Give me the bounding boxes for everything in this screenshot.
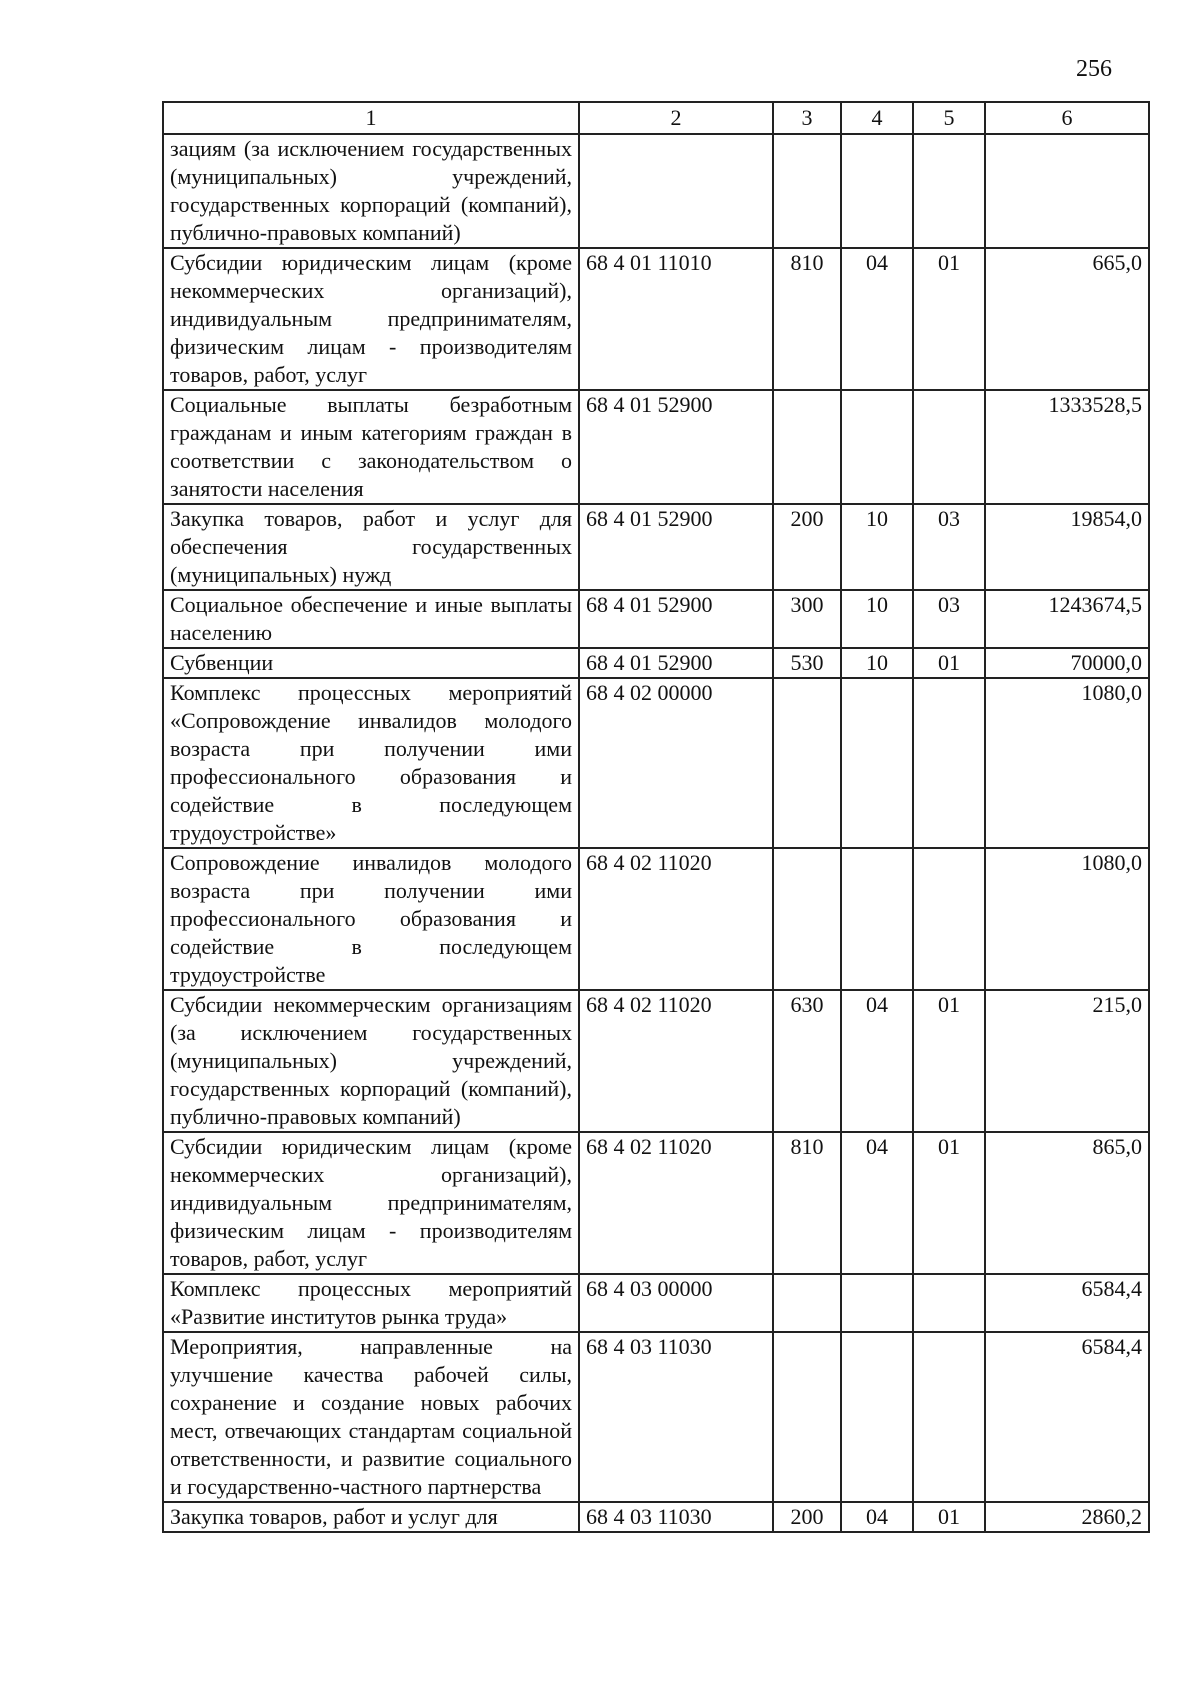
row-pr: 01: [913, 648, 985, 678]
row-pr: [913, 134, 985, 248]
row-code: 68 4 01 52900: [579, 648, 773, 678]
table-row: [163, 678, 1149, 848]
row-code: 68 4 01 52900: [579, 504, 773, 590]
row-name: Субсидии юридическим лицам (кроме некоммерческих организаций), индивидуальным предпринимателям, физическим лицам - производителям товаров, работ, услуг: [163, 1132, 579, 1274]
row-name: Субвенции: [163, 648, 579, 678]
row-rz: 10: [841, 648, 913, 678]
row-pr: [913, 390, 985, 504]
row-rz: [841, 134, 913, 248]
row-sum: 865,0: [985, 1132, 1149, 1274]
row-vr: 200: [773, 504, 841, 590]
row-vr: [773, 848, 841, 990]
row-name: Социальные выплаты безработным гражданам и иным категориям граждан в соответствии с законодательством о занятости населения: [163, 390, 579, 504]
header-col-6: 6: [985, 102, 1149, 134]
header-col-1: 1: [163, 102, 579, 134]
row-sum: 1080,0: [985, 678, 1149, 848]
table-row: [163, 248, 1149, 390]
header-col-4: 4: [841, 102, 913, 134]
row-vr: [773, 678, 841, 848]
row-vr: [773, 134, 841, 248]
header-col-3: 3: [773, 102, 841, 134]
row-vr: [773, 390, 841, 504]
row-vr: [773, 1332, 841, 1502]
table-row: [163, 1132, 1149, 1274]
row-name: Субсидии юридическим лицам (кроме некоммерческих организаций), индивидуальным предпринимателям, физическим лицам - производителям товаров, работ, услуг: [163, 248, 579, 390]
row-sum: 6584,4: [985, 1332, 1149, 1502]
row-vr: 630: [773, 990, 841, 1132]
row-sum: 1333528,5: [985, 390, 1149, 504]
row-pr: 03: [913, 504, 985, 590]
header-col-5: 5: [913, 102, 985, 134]
row-rz: 04: [841, 990, 913, 1132]
row-name: Комплекс процессных мероприятий «Сопровождение инвалидов молодого возраста при получении ими профессионального образования и содействие в последующем трудоустройстве»: [163, 678, 579, 848]
row-name: Комплекс процессных мероприятий «Развитие институтов рынка труда»: [163, 1274, 579, 1332]
row-sum: 70000,0: [985, 648, 1149, 678]
table-header-row: [163, 102, 1149, 134]
row-rz: [841, 1332, 913, 1502]
row-sum: 2860,2: [985, 1502, 1149, 1532]
row-vr: [773, 1274, 841, 1332]
header-col-2: 2: [579, 102, 773, 134]
row-sum: [985, 134, 1149, 248]
row-code: 68 4 02 00000: [579, 678, 773, 848]
row-rz: [841, 848, 913, 990]
table-row: [163, 1332, 1149, 1502]
row-rz: 10: [841, 504, 913, 590]
row-pr: 01: [913, 990, 985, 1132]
table-row: [163, 1274, 1149, 1332]
row-code: 68 4 02 11020: [579, 990, 773, 1132]
row-vr: 810: [773, 1132, 841, 1274]
row-vr: 530: [773, 648, 841, 678]
row-pr: 01: [913, 1502, 985, 1532]
row-rz: 04: [841, 248, 913, 390]
row-rz: 04: [841, 1502, 913, 1532]
row-pr: 03: [913, 590, 985, 648]
table-row: [163, 134, 1149, 248]
row-code: 68 4 02 11020: [579, 1132, 773, 1274]
row-code: [579, 134, 773, 248]
row-code: 68 4 01 52900: [579, 590, 773, 648]
budget-table: [162, 101, 1150, 1533]
row-name: зациям (за исключением государственных (муниципальных) учреждений, государственных корпораций (компаний), публично-правовых компаний): [163, 134, 579, 248]
page-number: 256: [1076, 56, 1112, 82]
row-sum: 1080,0: [985, 848, 1149, 990]
row-rz: 10: [841, 590, 913, 648]
table-row: [163, 990, 1149, 1132]
row-vr: 300: [773, 590, 841, 648]
row-pr: [913, 678, 985, 848]
row-sum: 1243674,5: [985, 590, 1149, 648]
row-pr: 01: [913, 248, 985, 390]
row-pr: [913, 1332, 985, 1502]
row-sum: 19854,0: [985, 504, 1149, 590]
row-code: 68 4 03 00000: [579, 1274, 773, 1332]
row-name: Социальное обеспечение и иные выплаты населению: [163, 590, 579, 648]
row-vr: 200: [773, 1502, 841, 1532]
row-pr: [913, 1274, 985, 1332]
row-name: Закупка товаров, работ и услуг для: [163, 1502, 579, 1532]
table-row: [163, 848, 1149, 990]
row-name: Мероприятия, направленные на улучшение качества рабочей силы, сохранение и создание новых рабочих мест, отвечающих стандартам социальной ответственности, и развитие социального и государственно-частного партнерства: [163, 1332, 579, 1502]
row-rz: [841, 678, 913, 848]
table-row: [163, 590, 1149, 648]
row-sum: 665,0: [985, 248, 1149, 390]
table-row: [163, 1502, 1149, 1532]
row-rz: [841, 390, 913, 504]
row-sum: 6584,4: [985, 1274, 1149, 1332]
table-row: [163, 390, 1149, 504]
row-code: 68 4 02 11020: [579, 848, 773, 990]
row-code: 68 4 03 11030: [579, 1332, 773, 1502]
row-name: Субсидии некоммерческим организациям (за исключением государственных (муниципальных) учреждений, государственных корпораций (компаний), публично-правовых компаний): [163, 990, 579, 1132]
row-name: Сопровождение инвалидов молодого возраста при получении ими профессионального образования и содействие в последующем трудоустройстве: [163, 848, 579, 990]
table-row: [163, 648, 1149, 678]
row-rz: 04: [841, 1132, 913, 1274]
table-row: [163, 504, 1149, 590]
row-code: 68 4 01 11010: [579, 248, 773, 390]
row-pr: 01: [913, 1132, 985, 1274]
row-name: Закупка товаров, работ и услуг для обеспечения государственных (муниципальных) нужд: [163, 504, 579, 590]
row-pr: [913, 848, 985, 990]
row-rz: [841, 1274, 913, 1332]
row-code: 68 4 01 52900: [579, 390, 773, 504]
row-vr: 810: [773, 248, 841, 390]
row-code: 68 4 03 11030: [579, 1502, 773, 1532]
row-sum: 215,0: [985, 990, 1149, 1132]
